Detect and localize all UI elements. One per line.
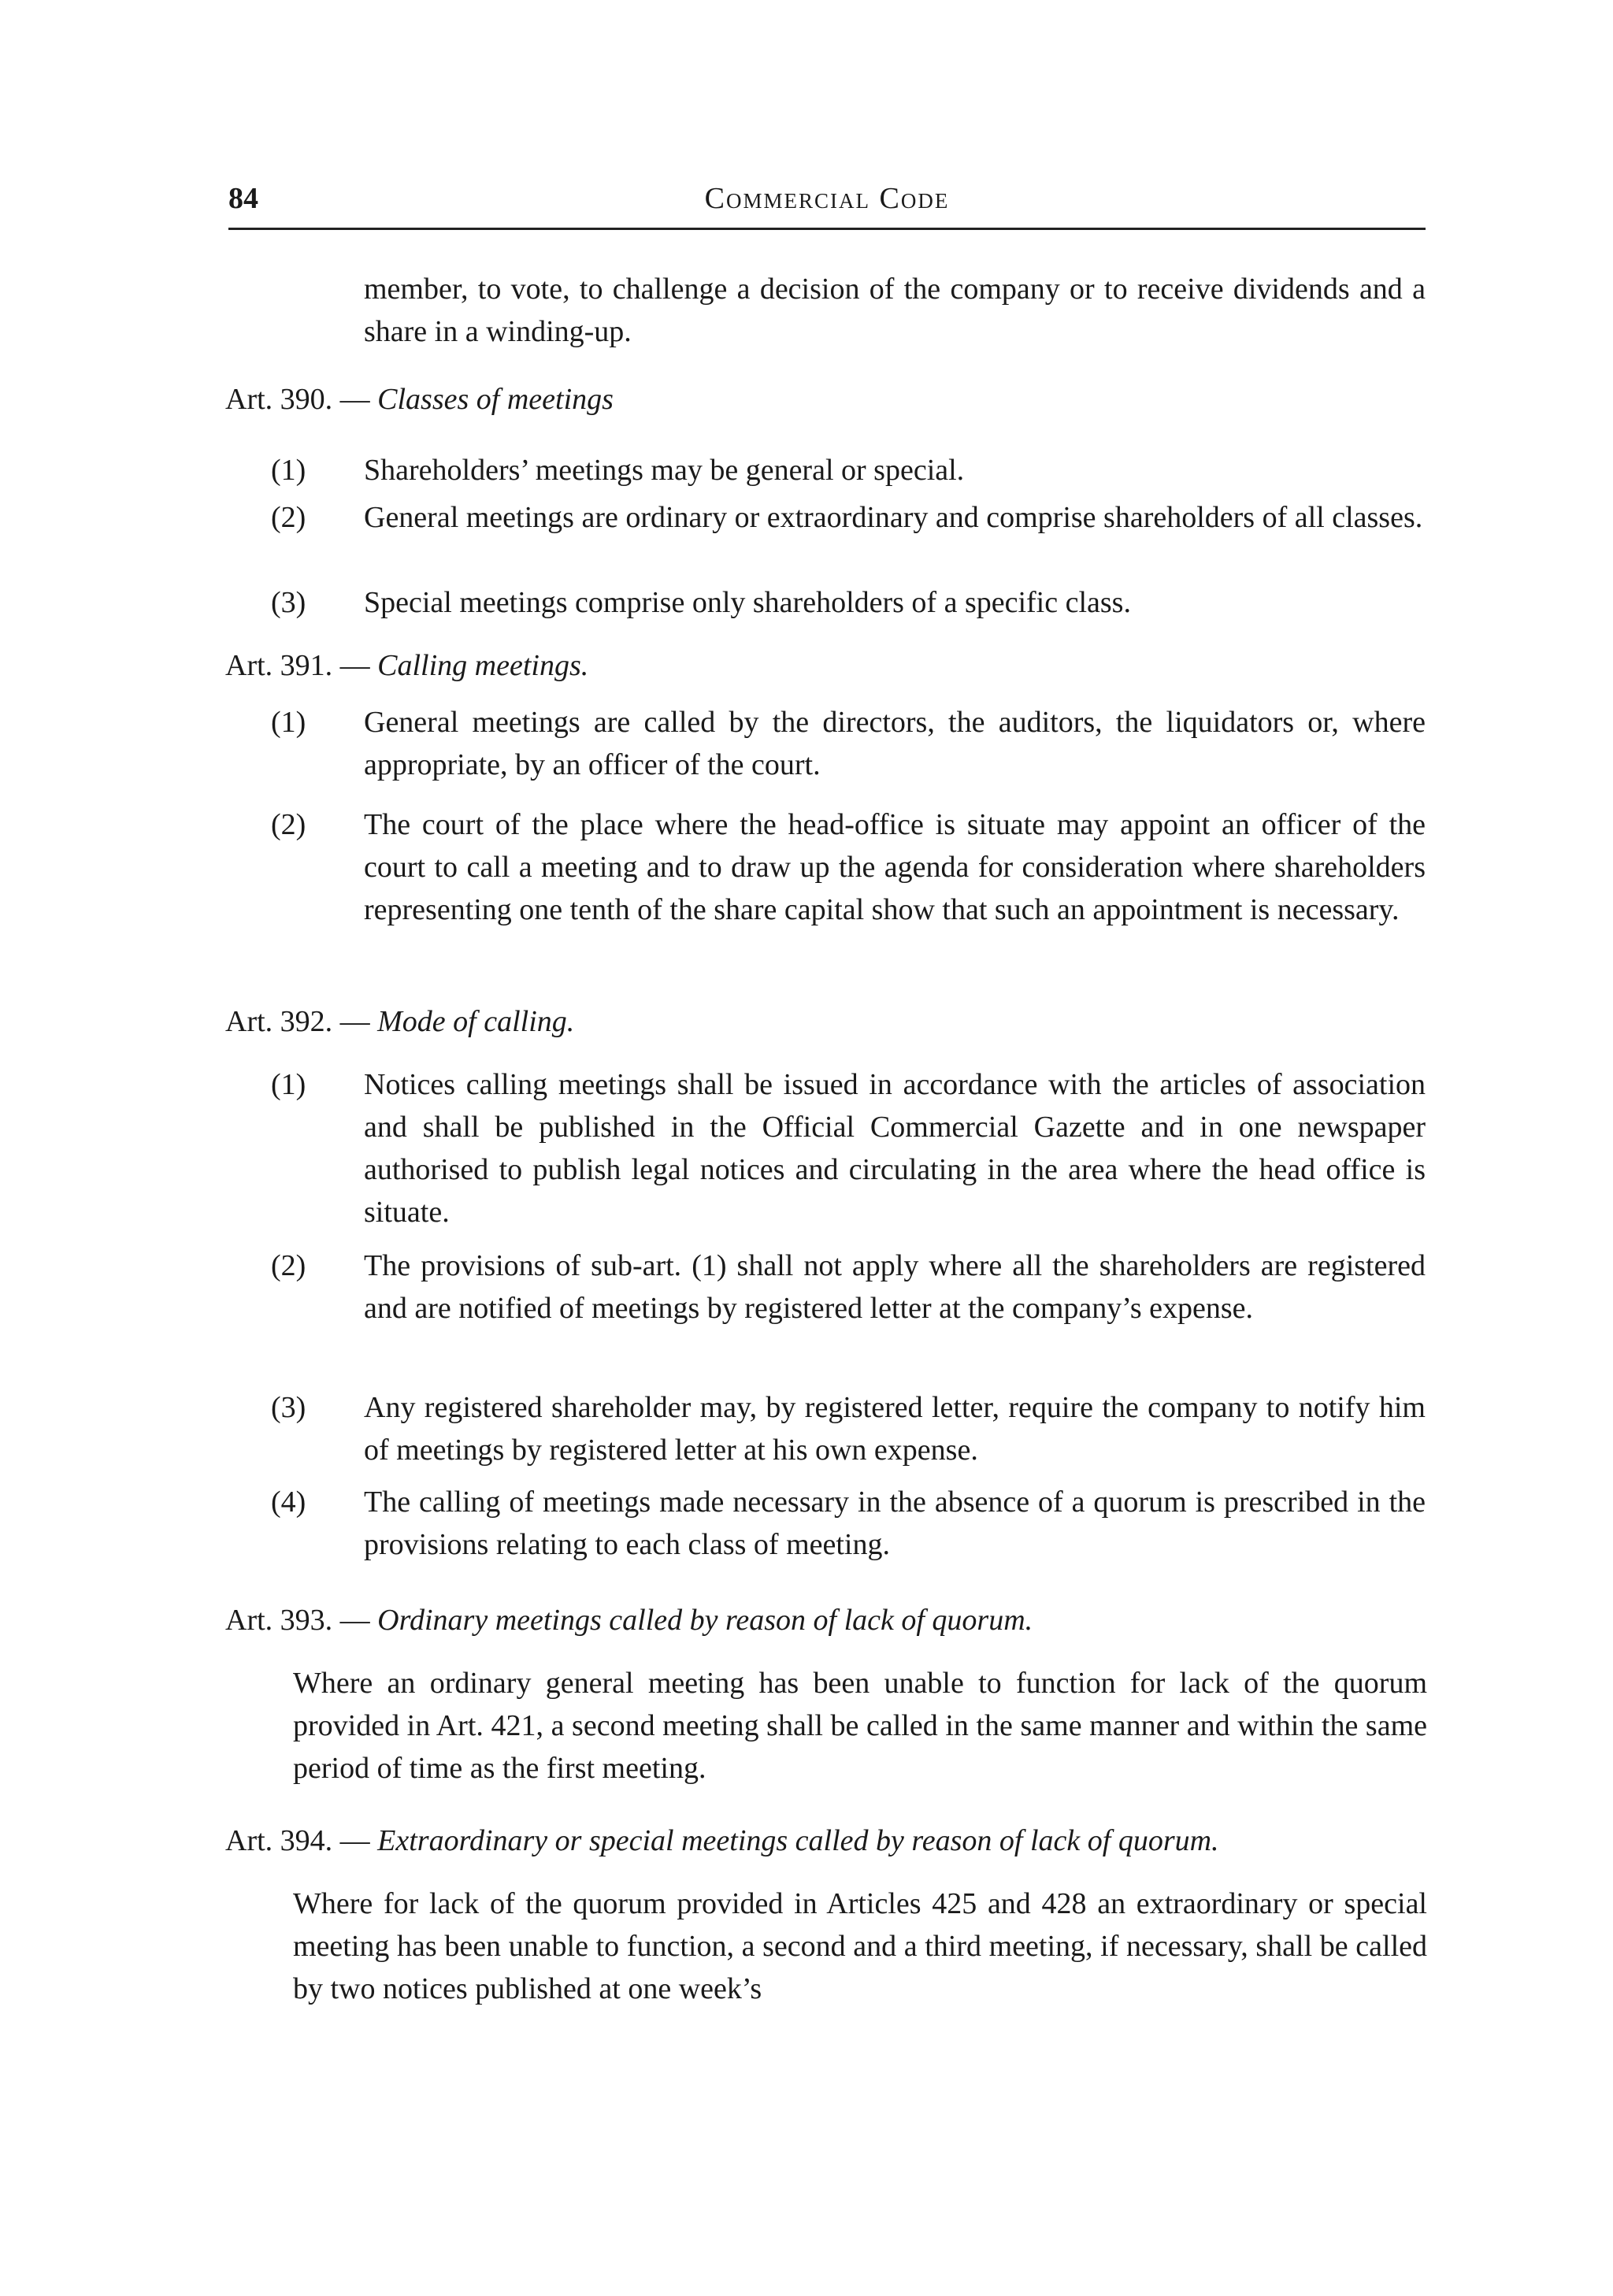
page-header xyxy=(228,175,1426,222)
list-item xyxy=(271,581,1426,624)
article-number: Art. 393. xyxy=(225,1604,333,1637)
article-title: Ordinary meetings called by reason of lack of quorum. xyxy=(377,1604,1033,1637)
article-number: Art. 390. xyxy=(225,383,333,416)
list-item xyxy=(271,803,1426,931)
item-number: (1) xyxy=(271,454,306,487)
list-item xyxy=(271,1481,1426,1566)
page-number: 84 xyxy=(228,182,258,215)
item-number: (4) xyxy=(271,1486,306,1519)
article-paragraph: Where for lack of the quorum provided in Articles 425 and 428 an extraordinary or special meeting has been unable to function, a second and a third meeting, if necessary, shall be called by two notices published at one week’s xyxy=(293,1887,1427,2005)
article-number: Art. 392. xyxy=(225,1005,333,1038)
article-title: Classes of meetings xyxy=(377,383,614,416)
article-number: Art. 394. xyxy=(225,1824,333,1857)
list-item xyxy=(271,1063,1426,1233)
item-number: (2) xyxy=(271,808,306,841)
list-item xyxy=(271,701,1426,786)
article-title: Extraordinary or special meetings called by reason of lack of quorum. xyxy=(377,1824,1219,1857)
article-paragraph: Where an ordinary general meeting has been unable to function for lack of the quorum provided in Art. 421, a second meeting shall be called in the same manner and within the same period of time as the first meeting. xyxy=(293,1667,1427,1785)
item-number: (3) xyxy=(271,586,306,619)
article-title: Calling meetings. xyxy=(377,649,589,682)
running-title: Commercial Code xyxy=(704,182,950,215)
item-number: (1) xyxy=(271,1068,306,1101)
header-rule xyxy=(228,228,1426,230)
list-item xyxy=(271,449,1426,491)
article-heading-394: Art. 394. — Extraordinary or special meetings called by reason of lack of quorum. xyxy=(225,1824,1219,1857)
item-number: (2) xyxy=(271,501,306,534)
item-text: The court of the place where the head-office is situate may appoint an officer of the court to call a meeting and to draw up the agenda for consideration where shareholders representing one tenth of the share capital show that such an appointment is necessary. xyxy=(364,808,1426,926)
item-text: Special meetings comprise only shareholders of a specific class. xyxy=(364,586,1131,619)
item-text: The calling of meetings made necessary in the absence of a quorum is prescribed in the provisions relating to each class of meeting. xyxy=(364,1486,1426,1561)
item-number: (2) xyxy=(271,1249,306,1282)
item-text: General meetings are ordinary or extraordinary and comprise shareholders of all classes. xyxy=(364,501,1423,534)
article-heading-393: Art. 393. — Ordinary meetings called by reason of lack of quorum. xyxy=(225,1604,1033,1637)
list-item xyxy=(271,1386,1426,1471)
item-text: Notices calling meetings shall be issued in accordance with the articles of association and shall be published in the Official Commercial Gazette and in one newspaper authorised to publish legal notices and circulating in the area where the head office is situate. xyxy=(364,1068,1426,1229)
item-text: Any registered shareholder may, by registered letter, require the company to notify him of meetings by registered letter at his own expense. xyxy=(364,1391,1426,1467)
item-number: (3) xyxy=(271,1391,306,1424)
list-item xyxy=(271,496,1426,539)
continued-paragraph: member, to vote, to challenge a decision of the company or to receive dividends and a share in a winding-up. xyxy=(364,273,1426,348)
article-heading-392: Art. 392. — Mode of calling. xyxy=(225,1005,575,1038)
list-item xyxy=(271,1244,1426,1330)
item-text: Shareholders’ meetings may be general or special. xyxy=(364,454,965,487)
item-text: General meetings are called by the directors, the auditors, the liquidators or, where appropriate, by an officer of the court. xyxy=(364,706,1426,781)
item-text: The provisions of sub-art. (1) shall not apply where all the shareholders are registered and are notified of meetings by registered letter at the company’s expense. xyxy=(364,1249,1426,1325)
article-heading-391: Art. 391. — Calling meetings. xyxy=(225,649,589,682)
article-number: Art. 391. xyxy=(225,649,333,682)
article-title: Mode of calling. xyxy=(377,1005,575,1038)
article-heading-390: Art. 390. — Classes of meetings xyxy=(225,383,614,416)
item-number: (1) xyxy=(271,706,306,739)
